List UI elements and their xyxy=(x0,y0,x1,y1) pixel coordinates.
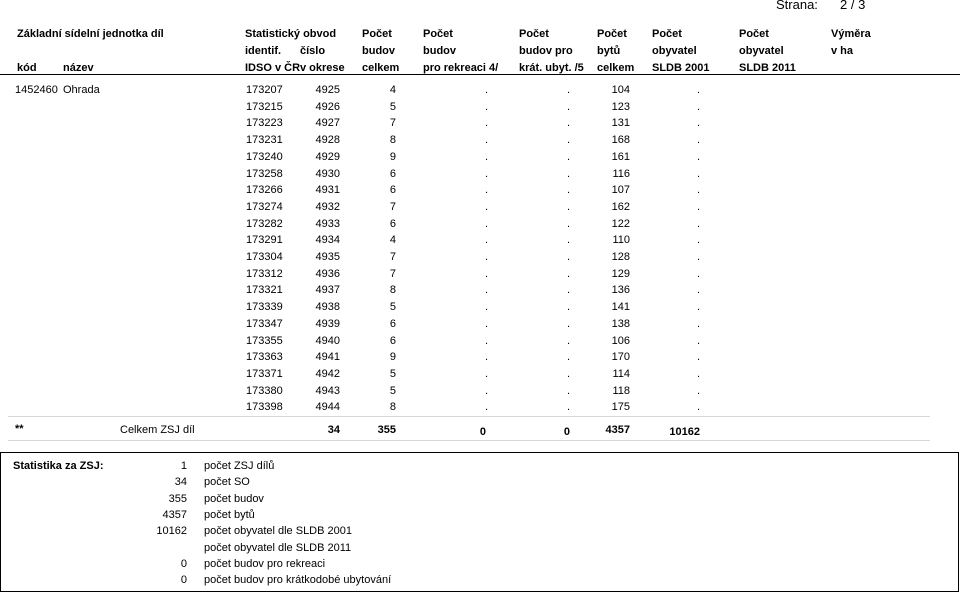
stat-value: 0 xyxy=(180,574,187,587)
cell-krat: . xyxy=(566,117,570,130)
cell-krat: . xyxy=(566,167,570,180)
cell-ob2001: . xyxy=(696,334,700,347)
cell-rek: . xyxy=(484,167,488,180)
cell-cislo: 4931 xyxy=(315,184,340,197)
cell-ob2001: . xyxy=(696,284,700,297)
table-row xyxy=(0,218,960,234)
page-number: 2 / 3 xyxy=(840,0,866,12)
table-row xyxy=(0,134,960,150)
cell-budov: 4 xyxy=(389,234,396,247)
cell-budov: 9 xyxy=(389,351,396,364)
cell-rek: . xyxy=(484,234,488,247)
cell-byty: 123 xyxy=(611,100,630,113)
cell-idso: 173363 xyxy=(246,351,283,364)
cell-idso: 173274 xyxy=(246,200,283,213)
cell-krat: . xyxy=(566,100,570,113)
cell-rek: . xyxy=(484,284,488,297)
table-row xyxy=(0,284,960,300)
cell-byty: 168 xyxy=(611,134,630,147)
cell-idso: 173291 xyxy=(246,234,283,247)
cell-byty: 131 xyxy=(611,117,630,130)
table-row xyxy=(0,184,960,200)
cell-krat: . xyxy=(566,134,570,147)
cell-ob2001: . xyxy=(696,317,700,330)
cell-cislo: 4934 xyxy=(315,234,340,247)
cell-rek: . xyxy=(484,301,488,314)
cell-rek: . xyxy=(484,217,488,230)
table-row xyxy=(0,168,960,184)
zsj-code: 1452460 xyxy=(15,84,58,96)
cell-idso: 173371 xyxy=(246,367,283,380)
cell-cislo: 4933 xyxy=(315,217,340,230)
cell-cislo: 4937 xyxy=(315,284,340,297)
cell-krat: . xyxy=(566,367,570,380)
header-idso: IDSO v ČR xyxy=(245,62,301,74)
cell-budov: 5 xyxy=(389,301,396,314)
header-bytu: bytů xyxy=(597,45,621,57)
cell-byty: 170 xyxy=(611,351,630,364)
cell-krat: . xyxy=(566,384,570,397)
cell-budov: 8 xyxy=(389,401,396,414)
cell-cislo: 4927 xyxy=(315,117,340,130)
table-row xyxy=(0,251,960,267)
cell-krat: . xyxy=(566,401,570,414)
total-obyvatel: 10162 xyxy=(669,426,700,438)
cell-byty: 162 xyxy=(611,200,630,213)
header-c5: Počet xyxy=(652,28,682,40)
stat-label: počet budov pro rekreaci xyxy=(204,557,326,570)
cell-rek: . xyxy=(484,150,488,163)
cell-rek: . xyxy=(484,200,488,213)
page-label: Strana: xyxy=(776,0,818,12)
cell-cislo: 4928 xyxy=(315,134,340,147)
cell-krat: . xyxy=(566,284,570,297)
cell-idso: 173355 xyxy=(246,334,283,347)
cell-ob2001: . xyxy=(696,117,700,130)
cell-budov: 7 xyxy=(389,251,396,263)
cell-rek: . xyxy=(484,100,488,113)
header-celkem1: celkem xyxy=(362,62,400,74)
table-row xyxy=(0,368,960,384)
cell-budov: 6 xyxy=(389,167,396,180)
cell-budov: 6 xyxy=(389,184,396,197)
stat-value: 1 xyxy=(180,460,187,472)
table-row xyxy=(0,385,960,401)
cell-idso: 173347 xyxy=(246,317,283,330)
cell-ob2001: . xyxy=(696,301,700,314)
cell-cislo: 4941 xyxy=(315,351,340,364)
cell-byty: 122 xyxy=(611,217,630,230)
header-vha: v ha xyxy=(831,45,854,57)
header-c1: Počet xyxy=(362,28,392,40)
header-c3: Počet xyxy=(519,28,549,40)
cell-idso: 173312 xyxy=(246,267,283,280)
cell-byty: 129 xyxy=(611,267,630,280)
cell-idso: 173258 xyxy=(246,167,283,180)
cell-cislo: 4942 xyxy=(315,367,340,380)
cell-krat: . xyxy=(566,301,570,314)
cell-idso: 173240 xyxy=(246,150,283,163)
cell-krat: . xyxy=(566,217,570,230)
table-row xyxy=(0,101,960,117)
cell-byty: 106 xyxy=(611,334,630,347)
cell-ob2001: . xyxy=(696,167,700,180)
cell-krat: . xyxy=(566,267,570,280)
zsj-name: Ohrada xyxy=(63,84,100,96)
cell-ob2001: . xyxy=(696,217,700,230)
stats-title: Statistika za ZSJ: xyxy=(13,460,104,472)
cell-rek: . xyxy=(484,184,488,197)
cell-ob2001: . xyxy=(696,200,700,213)
total-so: 34 xyxy=(327,424,340,436)
cell-cislo: 4932 xyxy=(315,200,340,213)
cell-rek: . xyxy=(484,334,488,347)
cell-budov: 8 xyxy=(389,134,396,147)
cell-cislo: 4935 xyxy=(315,251,340,263)
stat-value: 4357 xyxy=(162,508,187,521)
stats-box xyxy=(0,452,959,592)
stat-label: počet obyvatel dle SLDB 2011 xyxy=(204,541,352,554)
table-row xyxy=(0,401,960,417)
cell-idso: 173339 xyxy=(246,301,283,314)
cell-krat: . xyxy=(566,234,570,247)
cell-byty: 175 xyxy=(611,401,630,414)
cell-idso: 173304 xyxy=(246,251,283,263)
header-identif: identif. xyxy=(245,45,282,57)
cell-krat: . xyxy=(566,84,570,96)
header-rule xyxy=(0,74,960,75)
cell-krat: . xyxy=(566,251,570,263)
cell-byty: 107 xyxy=(611,184,630,197)
stat-label: počet SO xyxy=(204,476,250,489)
cell-idso: 173380 xyxy=(246,384,283,397)
header-budov1: budov xyxy=(362,45,395,57)
cell-cislo: 4940 xyxy=(315,334,340,347)
total-budov: 355 xyxy=(377,424,396,436)
header-c7: Výměra xyxy=(831,28,871,40)
cell-cislo: 4943 xyxy=(315,384,340,397)
header-obyvatel1: obyvatel xyxy=(652,45,697,57)
table-row xyxy=(0,117,960,133)
cell-idso: 173223 xyxy=(246,117,283,130)
header-nazev: název xyxy=(63,62,94,74)
cell-idso: 173207 xyxy=(246,84,283,96)
cell-budov: 9 xyxy=(389,150,396,163)
header-zsj: Základní sídelní jednotka díl xyxy=(17,28,164,40)
cell-ob2001: . xyxy=(696,367,700,380)
cell-rek: . xyxy=(484,367,488,380)
table-row xyxy=(0,351,960,367)
cell-krat: . xyxy=(566,351,570,364)
stat-label: počet obyvatel dle SLDB 2001 xyxy=(204,525,352,538)
header-kod: kód xyxy=(17,62,37,74)
stat-value: 10162 xyxy=(156,525,187,538)
cell-byty: 118 xyxy=(612,384,630,397)
header-obvod: Statistický obvod xyxy=(245,28,337,40)
cell-rek: . xyxy=(484,267,488,280)
header-celkem2: celkem xyxy=(597,62,635,74)
cell-budov: 4 xyxy=(389,84,396,96)
cell-rek: . xyxy=(484,134,488,147)
cell-rek: . xyxy=(484,84,488,96)
header-okrese: v okrese xyxy=(300,62,345,74)
cell-budov: 8 xyxy=(389,284,396,297)
header-krat: krát. ubyt. /5 xyxy=(519,62,584,74)
cell-byty: 141 xyxy=(611,301,630,314)
cell-budov: 5 xyxy=(389,384,396,397)
cell-cislo: 4925 xyxy=(315,84,340,96)
cell-byty: 161 xyxy=(611,150,630,163)
cell-idso: 173321 xyxy=(246,284,283,297)
cell-ob2001: . xyxy=(696,100,700,113)
cell-byty: 110 xyxy=(612,234,630,247)
table-row xyxy=(0,84,960,100)
header-sldb2001: SLDB 2001 xyxy=(652,62,710,74)
table-row xyxy=(0,151,960,167)
cell-ob2001: . xyxy=(696,234,700,247)
table-row xyxy=(0,318,960,334)
total-kratkodobe: 0 xyxy=(563,426,570,438)
cell-budov: 7 xyxy=(389,200,396,213)
cell-idso: 173266 xyxy=(246,184,283,197)
stat-label: počet bytů xyxy=(204,508,255,521)
cell-budov: 6 xyxy=(389,334,396,347)
cell-cislo: 4930 xyxy=(315,167,340,180)
cell-ob2001: . xyxy=(696,384,700,397)
cell-krat: . xyxy=(566,184,570,197)
cell-ob2001: . xyxy=(696,351,700,364)
header-obyvatel2: obyvatel xyxy=(739,45,784,57)
total-rekreace: 0 xyxy=(479,426,486,438)
cell-byty: 128 xyxy=(611,251,630,263)
cell-rek: . xyxy=(484,384,488,397)
total-byty: 4357 xyxy=(605,424,630,436)
header-sldb2011: SLDB 2011 xyxy=(739,62,796,74)
total-label: Celkem ZSJ díl xyxy=(120,424,195,436)
cell-budov: 6 xyxy=(389,217,396,230)
cell-ob2001: . xyxy=(696,150,700,163)
header-c2: Počet xyxy=(423,28,453,40)
cell-krat: . xyxy=(566,200,570,213)
cell-budov: 5 xyxy=(389,100,396,113)
cell-idso: 173398 xyxy=(246,401,283,414)
stat-value: 355 xyxy=(168,492,187,505)
table-row xyxy=(0,301,960,317)
header-budov-pro: budov pro xyxy=(519,45,573,57)
cell-ob2001: . xyxy=(696,84,700,96)
cell-budov: 5 xyxy=(389,367,396,380)
cell-byty: 104 xyxy=(611,84,630,96)
cell-byty: 114 xyxy=(612,367,630,380)
cell-krat: . xyxy=(566,150,570,163)
cell-byty: 136 xyxy=(611,284,630,297)
total-separator xyxy=(8,440,930,441)
cell-krat: . xyxy=(566,334,570,347)
cell-byty: 116 xyxy=(612,167,630,180)
cell-cislo: 4938 xyxy=(315,301,340,314)
total-mark: ** xyxy=(15,423,24,435)
header-rekreaci: pro rekreaci 4/ xyxy=(423,62,499,74)
cell-cislo: 4936 xyxy=(315,267,340,280)
stat-label: počet ZSJ dílů xyxy=(204,460,275,472)
stat-label: počet budov pro krátkodobé ubytování xyxy=(204,574,392,587)
table-row xyxy=(0,335,960,351)
cell-ob2001: . xyxy=(696,134,700,147)
cell-idso: 173231 xyxy=(246,134,283,147)
cell-ob2001: . xyxy=(696,251,700,263)
cell-budov: 7 xyxy=(389,267,396,280)
cell-cislo: 4944 xyxy=(315,401,340,414)
stat-value: 0 xyxy=(180,557,187,570)
header-c6: Počet xyxy=(739,28,769,40)
cell-ob2001: . xyxy=(696,401,700,414)
cell-cislo: 4939 xyxy=(315,317,340,330)
cell-ob2001: . xyxy=(696,184,700,197)
cell-rek: . xyxy=(484,317,488,330)
header-cislo: číslo xyxy=(300,45,326,57)
header-c4: Počet xyxy=(597,28,627,40)
table-row xyxy=(0,201,960,217)
cell-cislo: 4929 xyxy=(315,150,340,163)
cell-byty: 138 xyxy=(611,317,630,330)
header-budov2: budov xyxy=(423,45,456,57)
cell-krat: . xyxy=(566,317,570,330)
cell-budov: 7 xyxy=(389,117,396,130)
cell-ob2001: . xyxy=(696,267,700,280)
stat-label: počet budov xyxy=(204,492,264,505)
cell-cislo: 4926 xyxy=(315,100,340,113)
cell-budov: 6 xyxy=(389,317,396,330)
table-row xyxy=(0,234,960,250)
cell-rek: . xyxy=(484,251,488,263)
cell-rek: . xyxy=(484,401,488,414)
cell-idso: 173215 xyxy=(246,100,283,113)
stat-value: 34 xyxy=(174,476,187,489)
cell-idso: 173282 xyxy=(246,217,283,230)
table-row xyxy=(0,268,960,284)
cell-rek: . xyxy=(484,351,488,364)
cell-rek: . xyxy=(484,117,488,130)
rows-separator xyxy=(8,416,930,417)
